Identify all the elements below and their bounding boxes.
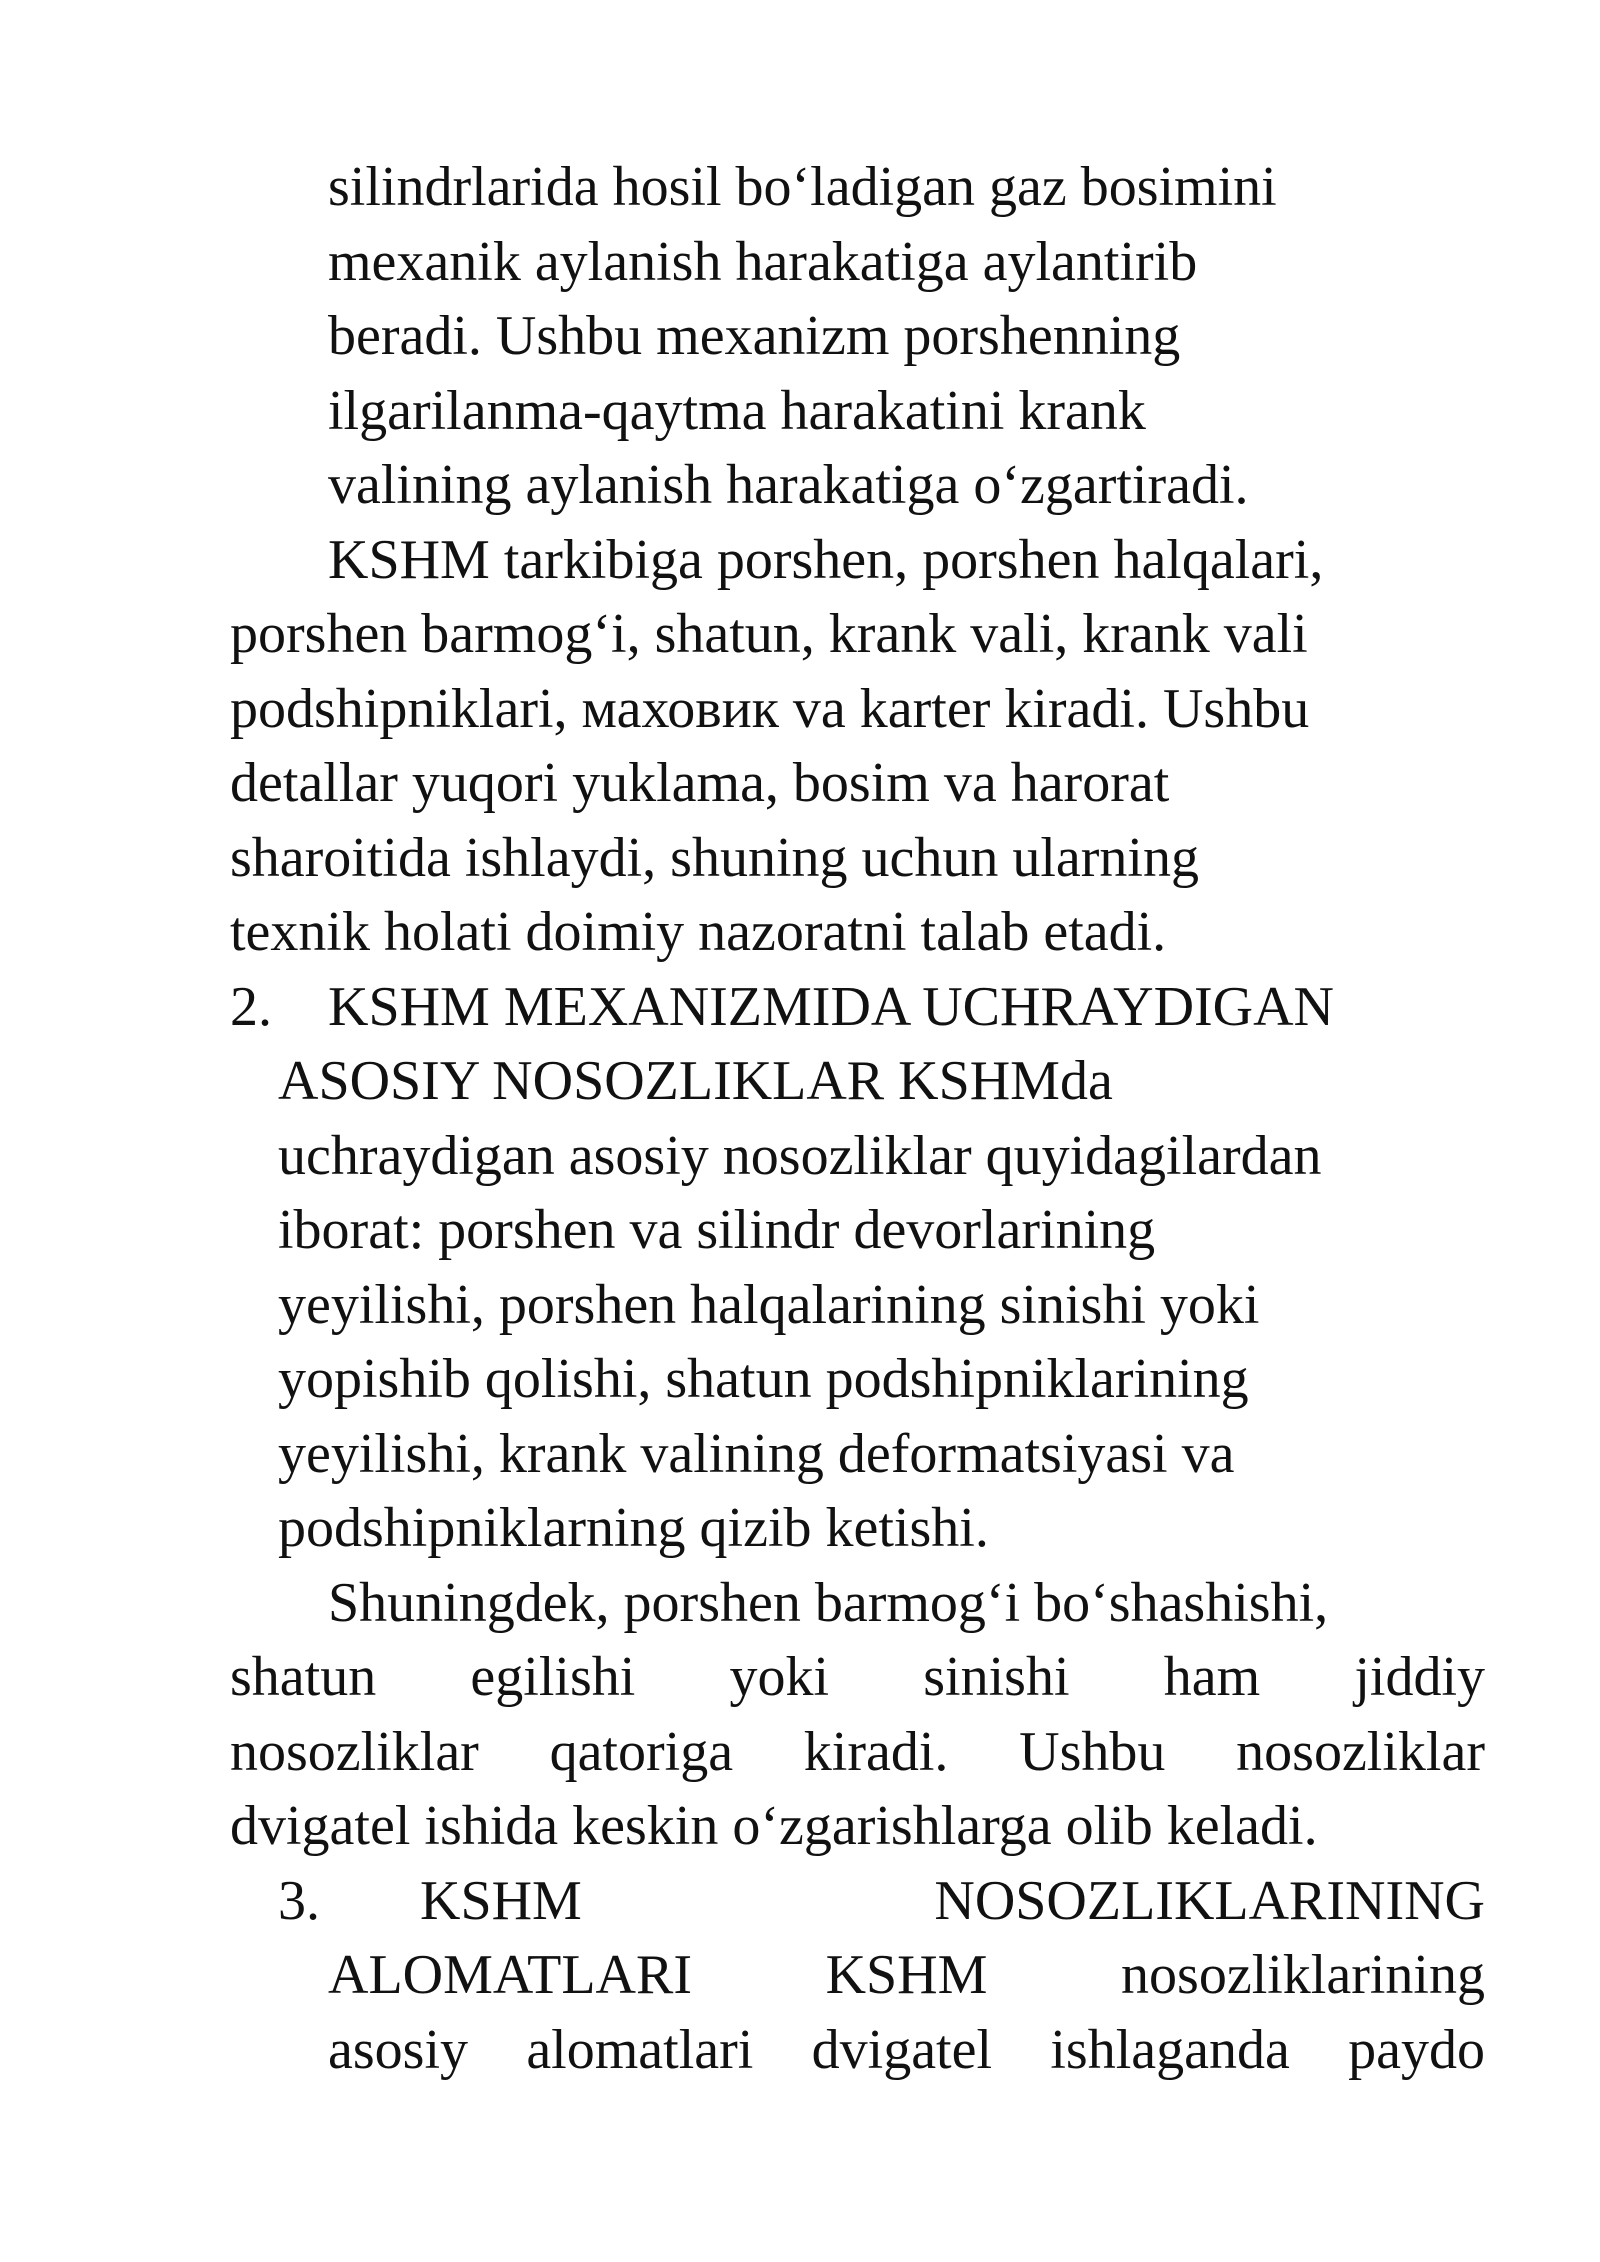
section-2-line: podshipniklarning qizib ketishi. xyxy=(278,1497,989,1559)
document-page xyxy=(230,150,1485,2087)
paragraph-line: nosozliklar qatoriga kiradi. Ushbu nosozliklar xyxy=(230,1720,1485,1783)
paragraph-line: texnik holati doimiy nazoratni talab etadi. xyxy=(230,901,1167,963)
paragraph-line: porshen barmog‘i, shatun, krank vali, krank vali xyxy=(230,603,1308,665)
section-2-line: yopishib qolishi, shatun podshipniklarining xyxy=(278,1348,1249,1410)
paragraph-line: sharoitida ishlaydi, shuning uchun ularning xyxy=(230,826,1199,889)
paragraph-line: Shuningdek, porshen barmog‘i bo‘shashishi, xyxy=(328,1571,1329,1634)
section-3-heading xyxy=(230,1864,1485,1939)
section-title-right: NOSOZLIKLARINING xyxy=(934,1869,1485,1932)
intro-line: silindrlarida hosil bo‘ladigan gaz bosimini xyxy=(328,156,1277,218)
intro-line: ilgarilanma-qaytma harakatini krank xyxy=(328,379,1146,442)
section-3-line: ALOMATLARI KSHM nosozliklarining xyxy=(328,1944,1485,2006)
paragraph-line: shatun egilishi yoki sinishi ham jiddiy xyxy=(230,1646,1485,1708)
section-number: 3. xyxy=(278,1869,320,1932)
section-2-line: yeyilishi, krank valining deformatsiyasi va xyxy=(278,1422,1235,1485)
section-title: KSHM MEXANIZMIDA UCHRAYDIGAN xyxy=(328,975,1334,1038)
intro-line: valining aylanish harakatiga o‘zgartiradi. xyxy=(328,454,1249,516)
section-2-line: yeyilishi, porshen halqalarining sinishi yoki xyxy=(278,1273,1260,1336)
intro-line: mexanik aylanish harakatiga aylantirib xyxy=(328,230,1198,293)
intro-line: beradi. Ushbu mexanizm porshenning xyxy=(328,305,1181,367)
section-number: 2. xyxy=(230,975,272,1038)
paragraph-line: podshipniklari, маховик va karter kiradi. Ushbu xyxy=(230,677,1310,740)
section-2-line: iborat: porshen va silindr devorlarining xyxy=(278,1199,1156,1261)
paragraph-line: KSHM tarkibiga porshen, porshen halqalari, xyxy=(328,528,1324,591)
paragraph-line: detallar yuqori yuklama, bosim va harorat xyxy=(230,752,1170,814)
section-2-heading xyxy=(230,970,1485,1045)
section-3-line: asosiy alomatlari dvigatel ishlaganda paydo xyxy=(328,2018,1485,2081)
section-2-line: uchraydigan asosiy nosozliklar quyidagilardan xyxy=(278,1124,1322,1187)
section-2-line: ASOSIY NOSOZLIKLAR KSHMda xyxy=(278,1050,1113,1112)
paragraph-line: dvigatel ishida keskin o‘zgarishlarga olib keladi. xyxy=(230,1795,1318,1857)
section-title-left: KSHM xyxy=(420,1869,582,1932)
